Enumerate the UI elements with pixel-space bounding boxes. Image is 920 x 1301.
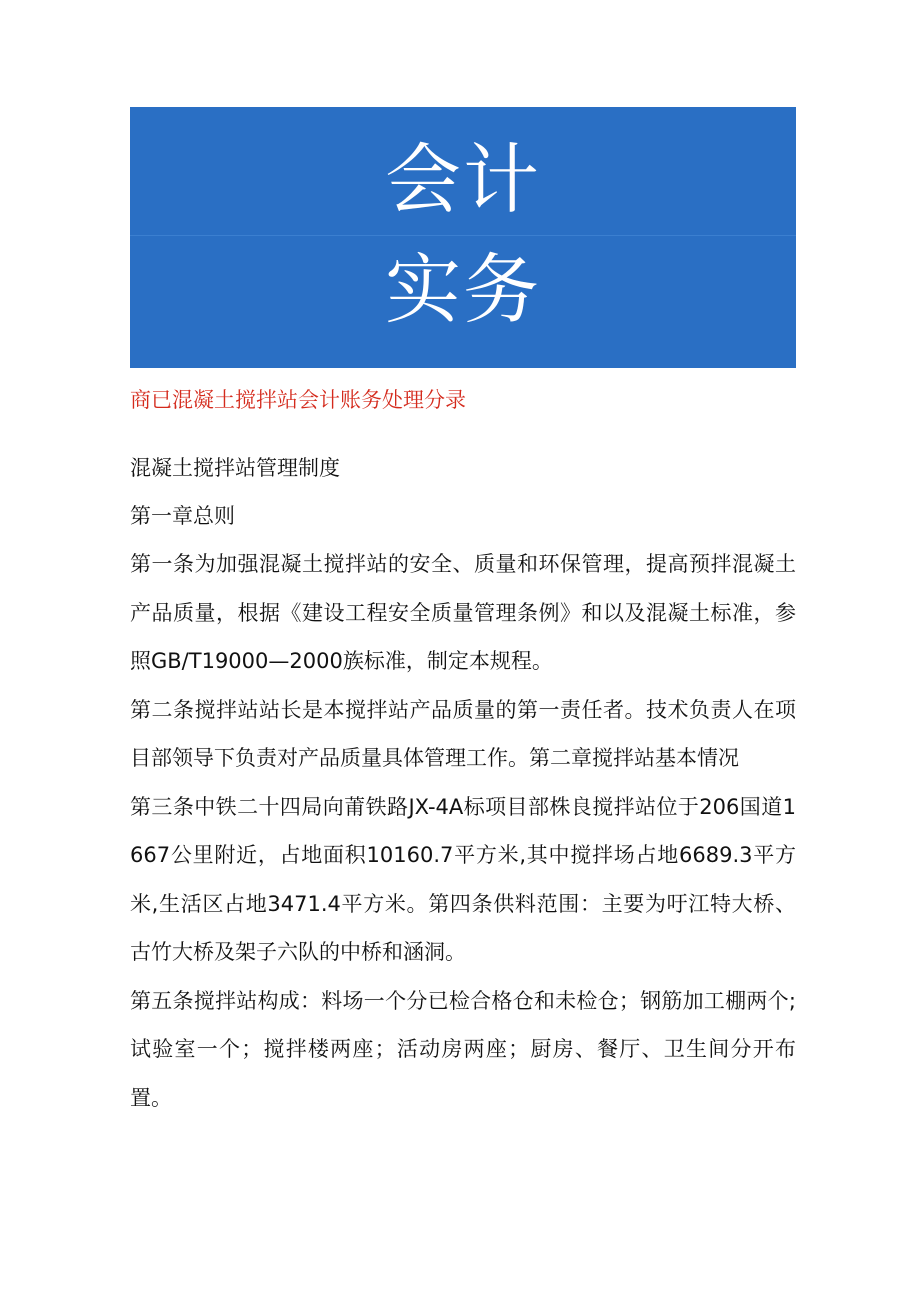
banner-title-line-1: 会计: [385, 135, 541, 224]
chapter-heading: [130, 492, 796, 541]
paragraph-article-1: 第一条为加强混凝土搅拌站的安全、质量和环保管理，提高预拌混凝土产品质量，根据《建设工程安全质量管理条例》和以及混凝土标准，参照GB/T19000—2000族标准，制定本规程。: [130, 552, 796, 673]
banner-title-line-2: 实务: [385, 245, 541, 334]
section-heading: [130, 444, 796, 493]
document-body: [130, 540, 796, 1122]
document-title: 商已混凝土搅拌站会计账务处理分录: [130, 388, 466, 412]
cover-banner: [130, 107, 796, 368]
chapter-text: 第一章总则: [130, 504, 235, 528]
paragraph-article-3: 第三条中铁二十四局向莆铁路JX-4A标项目部株良搅拌站位于206国道1667公里附近，占地面积10160.7平方米,其中搅拌场占地6689.3平方米,生活区占地3471.4平方米。第四条供料范围：主要为吁江特大桥、古竹大桥及架子六队的中桥和涵洞。: [130, 794, 796, 964]
paragraph-article-2: 第二条搅拌站站长是本搅拌站产品质量的第一责任者。技术负责人在项目部领导下负责对产品质量具体管理工作。第二章搅拌站基本情况: [130, 697, 796, 770]
heading-text: 混凝土搅拌站管理制度: [130, 456, 340, 480]
banner-divider: [130, 235, 796, 236]
paragraph-article-5: 第五条搅拌站构成：料场一个分已检合格仓和未检仓；钢筋加工棚两个;试验室一个；搅拌楼两座；活动房两座；厨房、餐厅、卫生间分开布置。: [130, 988, 796, 1110]
